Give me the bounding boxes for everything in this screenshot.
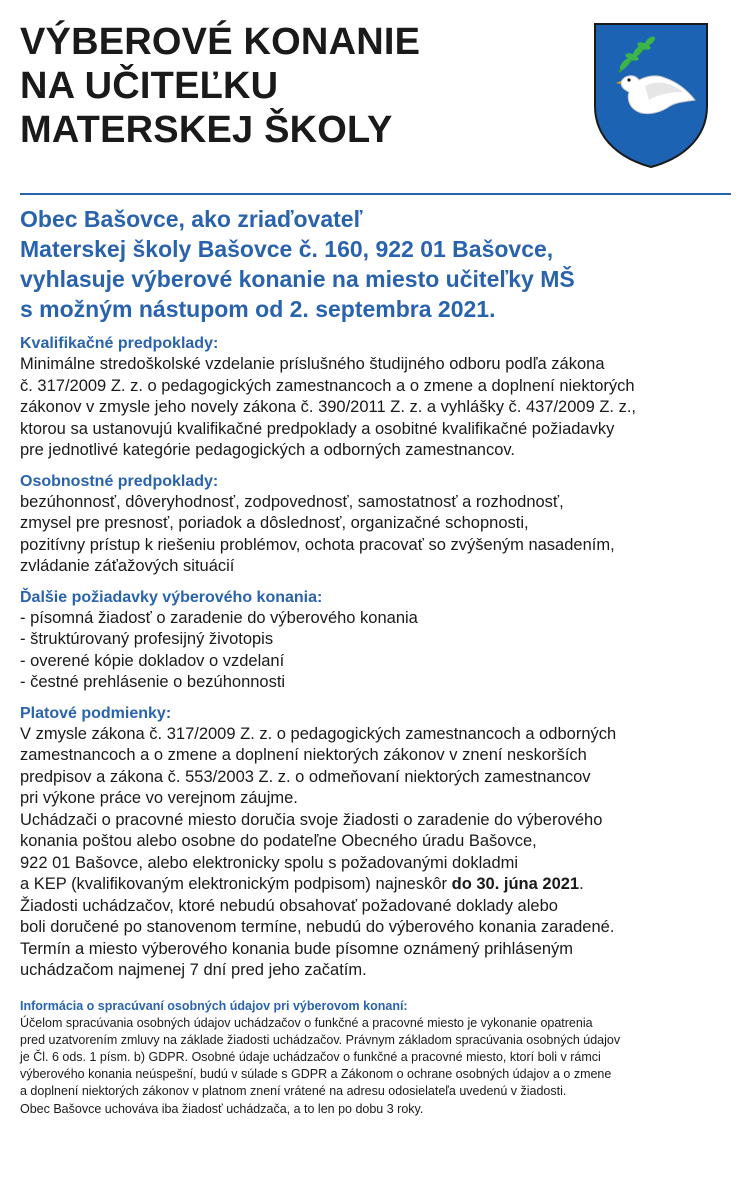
text-line: pre jednotlivé kategórie pedagogických a odborných zamestnancov. (20, 441, 515, 459)
header-divider (20, 193, 731, 195)
personal-section (20, 471, 731, 578)
section-heading: Osobnostné predpoklady: (20, 472, 219, 490)
deadline-suffix: . (579, 875, 584, 893)
requirements-section (20, 587, 731, 694)
text-line: výberového konania neúspešní, budú v súlade s GDPR a Zákonom o ochrane osobných údajov a o zmene (20, 1067, 612, 1082)
title-line: MATERSKEJ ŠKOLY (20, 109, 393, 151)
text-line: a doplnení niektorých zákonov v platnom znení vrátené na adresu odosielateľa uvedenú v žiadosti. (20, 1084, 567, 1099)
coat-of-arms-dove-icon (591, 20, 711, 170)
qualification-section (20, 333, 731, 462)
requirements-list (20, 608, 731, 694)
gdpr-section (20, 998, 731, 1118)
deadline-prefix: a KEP (kvalifikovaným elektronickým podpisom) najneskôr (20, 875, 452, 893)
text-line: V zmysle zákona č. 317/2009 Z. z. o pedagogických zamestnancoch a odborných (20, 724, 617, 743)
lead-line: s možným nástupom od 2. septembra 2021. (20, 296, 496, 322)
text-line: Minimálne stredoškolské vzdelanie príslušného študijného odboru podľa zákona (20, 355, 605, 373)
text-line: zamestnancoch a o zmene a doplnení niektorých zákonov v znení neskorších (20, 746, 587, 764)
section-heading: Kvalifikačné predpoklady: (20, 335, 219, 352)
list-item: - čestné prehlásenie o bezúhonnosti (20, 673, 286, 691)
text-line: pozitívny prístup k riešeniu problémov, ochota pracovať so zvýšeným nasadením, (20, 535, 615, 554)
text-line: pred uzatvorením zmluvy na základe žiadosti uchádzačov. Právnym základom spracúvania osobných údajov (20, 1032, 621, 1047)
text-line: Termín a miesto výberového konania bude písomne oznámený prihláseným (20, 939, 574, 958)
lead-line: Materskej školy Bašovce č. 160, 922 01 Bašovce, (20, 236, 554, 262)
text-line: Účelom spracúvania osobných údajov uchádzačov o funkčné a pracovné miesto je vykonanie opatrenia (20, 1015, 593, 1030)
salary-section (20, 703, 731, 982)
title-line: NA UČITEĽKU (20, 65, 279, 107)
announcement-lead (20, 204, 731, 324)
deadline-line (20, 874, 731, 896)
section-heading: Platové podmienky: (20, 704, 172, 722)
header (20, 20, 731, 182)
list-item: - overené kópie dokladov o vzdelaní (20, 651, 285, 670)
lead-line: Obec Bašovce, ako zriaďovateľ (20, 206, 363, 232)
text-line: bezúhonnosť, dôveryhodnosť, zodpovednosť, samostatnosť a rozhodnosť, (20, 492, 564, 511)
text-line: predpisov a zákona č. 553/2003 Z. z. o odmeňovaní niektorých zamestnancov (20, 767, 591, 786)
text-line: 922 01 Bašovce, alebo elektronicky spolu s požadovanými dokladmi (20, 853, 519, 872)
lead-line: vyhlasuje výberové konanie na miesto učiteľky MŠ (20, 266, 575, 292)
text-line: pri výkone práce vo verejnom záujme. (20, 789, 298, 807)
text-line: č. 317/2009 Z. z. o pedagogických zamestnancoch a o zmene a doplnení niektorých (20, 376, 635, 395)
title-line: VÝBEROVÉ KONANIE (20, 21, 421, 63)
text-line: zvládanie záťažových situácií (20, 557, 235, 575)
text-line: Obec Bašovce uchováva iba žiadosť uchádzača, a to len po dobu 3 roky. (20, 1101, 424, 1116)
text-line: ktorou sa ustanovujú kvalifikačné predpoklady a osobitné kvalifikačné požiadavky (20, 419, 615, 438)
text-line: zákonov v zmysle jeho novely zákona č. 390/2011 Z. z. a vyhlášky č. 437/2009 Z. z., (20, 398, 637, 416)
text-line: Uchádzači o pracovné miesto doručia svoje žiadosti o zaradenie do výberového (20, 810, 603, 829)
section-heading: Ďalšie požiadavky výberového konania: (20, 588, 323, 606)
gdpr-heading: Informácia o spracúvaní osobných údajov pri výberovom konaní: (20, 998, 408, 1013)
text-line: Žiadosti uchádzačov, ktoré nebudú obsahovať požadované doklady alebo (20, 896, 558, 915)
text-line: konania poštou alebo osobne do podateľne Obecného úradu Bašovce, (20, 832, 537, 850)
list-item: - štruktúrovaný profesijný životopis (20, 630, 274, 648)
deadline-date: do 30. júna 2021 (451, 875, 580, 893)
text-line: boli doručené po stanovenom termíne, nebudú do výberového konania zaradené. (20, 918, 615, 936)
text-line: uchádzačom najmenej 7 dní pred jeho začatím. (20, 961, 367, 979)
text-line: zmysel pre presnosť, poriadok a dôslednosť, organizačné schopnosti, (20, 514, 529, 532)
list-item: - písomná žiadosť o zaradenie do výberového konania (20, 608, 418, 627)
text-line: je Čl. 6 ods. 1 písm. b) GDPR. Osobné údaje uchádzačov o funkčné a pracovné miesto, ktorí boli v rámci (20, 1049, 601, 1064)
